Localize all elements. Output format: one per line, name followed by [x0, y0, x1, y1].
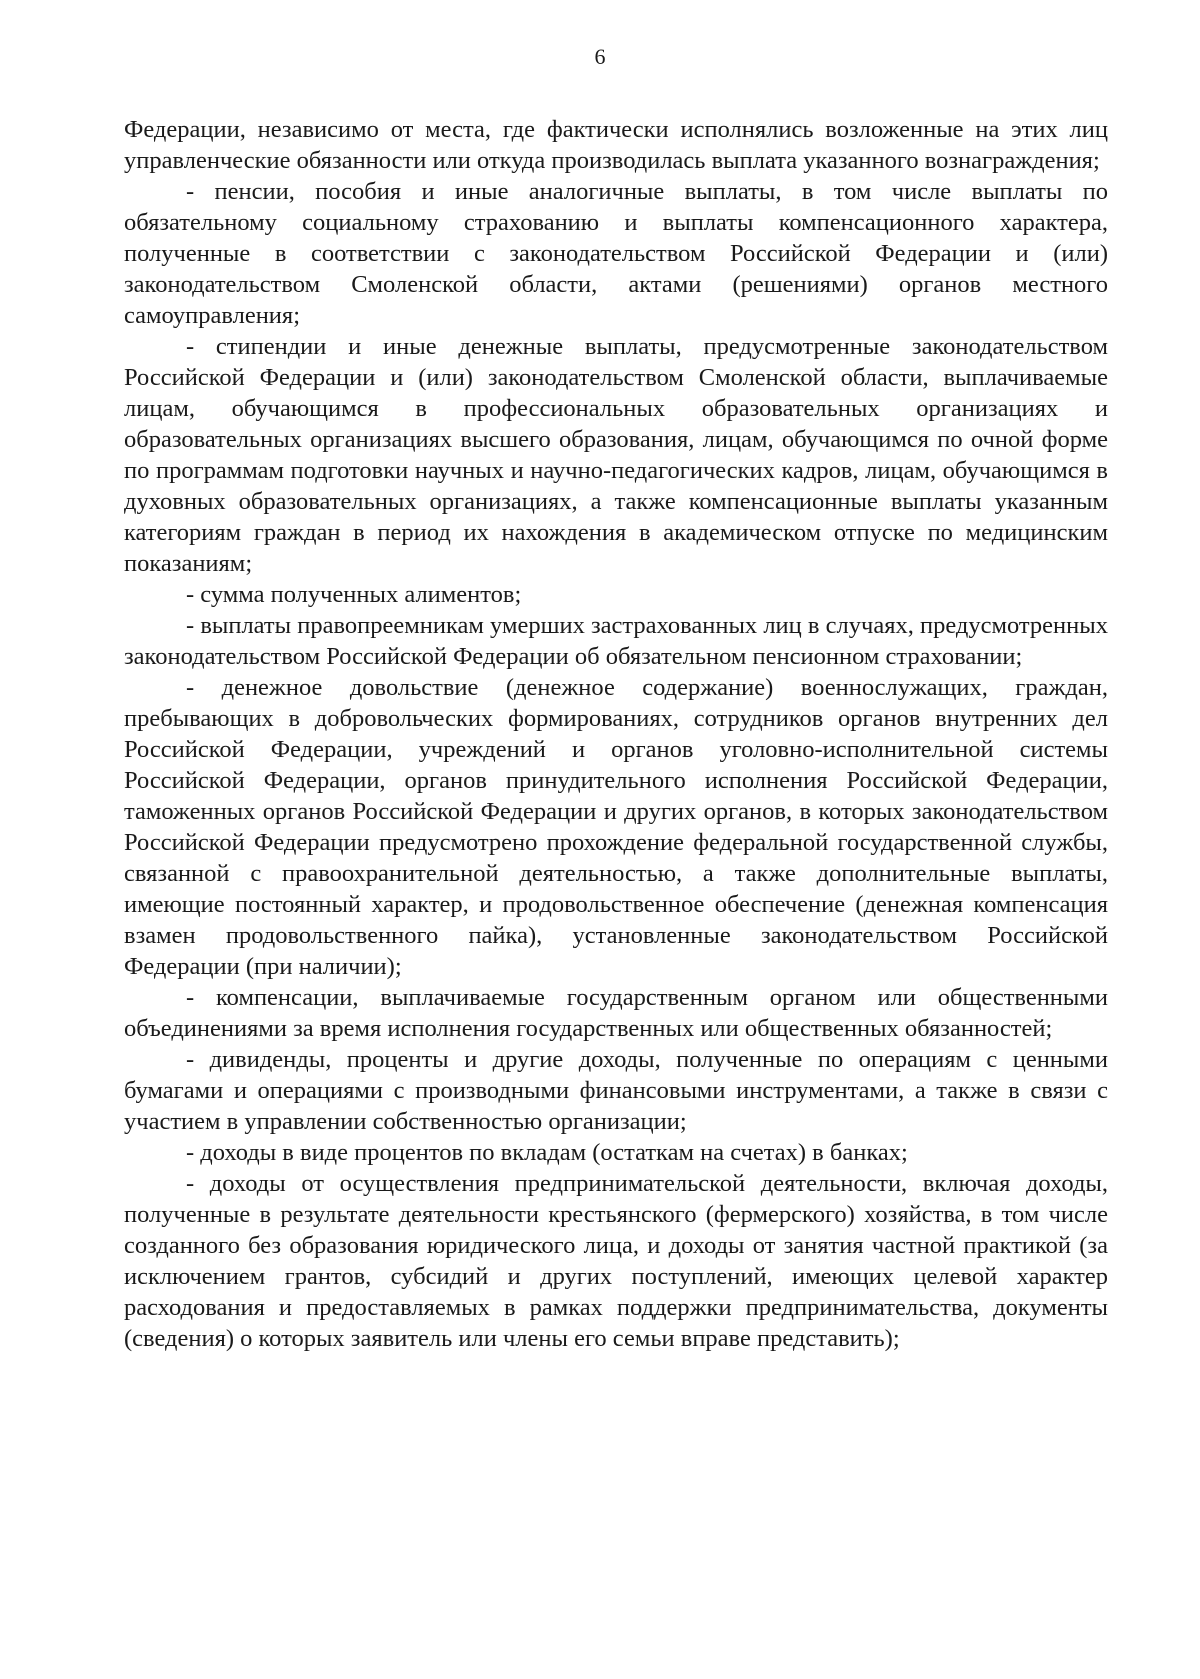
list-item-pensions: - пенсии, пособия и иные аналогичные выплаты, в том числе выплаты по обязательному социальному страхованию и выплаты компенсационного характера, полученные в соответствии с законодательством Российской Федерации и (или) законодательством Смоленской области, актами (решениями) органов местного самоуправления; — [124, 178, 1108, 329]
list-item-business-income: - доходы от осуществления предпринимательской деятельности, включая доходы, полученные в результате деятельности крестьянского (фермерского) хозяйства, в том числе созданного без образования юридического лица, и доходы от занятия частной практикой (за исключением грантов, субсидий и других поступлений, имеющих целевой характер расходования и предоставляемых в рамках поддержки предпринимательства, документы (сведения) о которых заявитель или члены его семьи вправе представить); — [124, 1170, 1108, 1352]
document-body — [124, 114, 1108, 1354]
list-item-stipends: - стипендии и иные денежные выплаты, предусмотренные законодательством Российской Федерации и (или) законодательством Смоленской области, выплачиваемые лицам, обучающимся в профессиональных образовательных организациях и образовательных организациях высшего образования, лицам, обучающимся по очной форме по программам подготовки научных и научно-педагогических кадров, лицам, обучающимся в духовных образовательных организациях, а также компенсационные выплаты указанным категориям граждан в период их нахождения в академическом отпуске по медицинским показаниям; — [124, 333, 1108, 577]
page-number: 6 — [594, 44, 606, 69]
paragraph-continuation: Федерации, независимо от места, где фактически исполнялись возложенные на этих лиц управленческие обязанности или откуда производилась выплата указанного вознаграждения; — [124, 116, 1108, 174]
list-item-military-allowance: - денежное довольствие (денежное содержание) военнослужащих, граждан, пребывающих в добровольческих формированиях, сотрудников органов внутренних дел Российской Федерации, учреждений и органов уголовно-исполнительной системы Российской Федерации, органов принудительного исполнения Российской Федерации, таможенных органов Российской Федерации и других органов, в которых законодательством Российской Федерации предусмотрено прохождение федеральной государственной службы, связанной с правоохранительной деятельностью, а также дополнительные выплаты, имеющие постоянный характер, и продовольственное обеспечение (денежная компенсация взамен продовольственного пайка), установленные законодательством Российской Федерации (при наличии); — [124, 674, 1108, 980]
list-item-successor-payments: - выплаты правопреемникам умерших застрахованных лиц в случаях, предусмотренных законодательством Российской Федерации об обязательном пенсионном страховании; — [124, 612, 1108, 670]
list-item-deposit-interest: - доходы в виде процентов по вкладам (остаткам на счетах) в банках; — [186, 1139, 908, 1166]
list-item-compensations: - компенсации, выплачиваемые государственным органом или общественными объединениями за время исполнения государственных или общественных обязанностей; — [124, 984, 1108, 1042]
list-item-dividends: - дивиденды, проценты и другие доходы, полученные по операциям с ценными бумагами и операциями с производными финансовыми инструментами, а также в связи с участием в управлении собственностью организации; — [124, 1046, 1108, 1135]
list-item-alimony: - сумма полученных алиментов; — [186, 581, 522, 608]
